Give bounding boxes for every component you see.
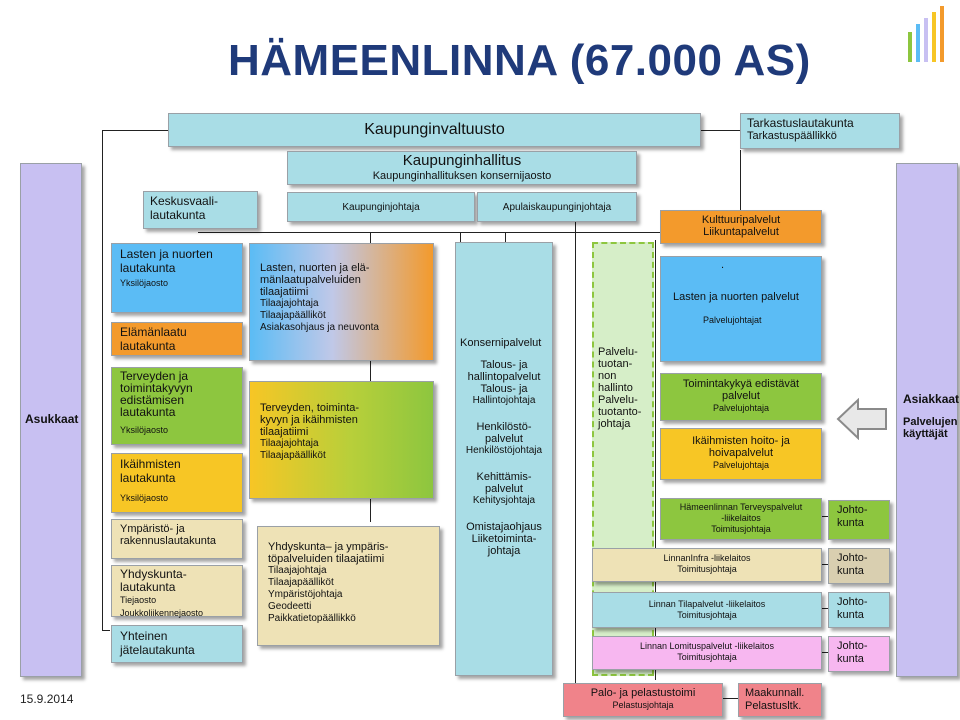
group-service-line: hallintopalvelut — [467, 371, 541, 383]
children-team-line: Lasten, nuorten ja elä- — [260, 262, 370, 274]
deputy-mayor-label: Apulaiskaupunginjohtaja — [502, 202, 612, 213]
children-committee-box — [111, 243, 243, 313]
connector — [102, 630, 110, 631]
production-line: Palvelu- — [598, 394, 638, 406]
audit-manager-label: Tarkastuspäällikkö — [747, 130, 837, 142]
production-line: non — [598, 370, 617, 382]
city-board-label: Kaupunginhallitus — [402, 152, 522, 169]
health-team-line: tilaajatiimi — [260, 426, 309, 438]
children-team-line: Asiakasohjaus ja neuvonta — [260, 322, 379, 333]
health-committee-box — [111, 367, 243, 445]
children-committee-label: Lasten ja nuorten lautakunta — [120, 247, 213, 275]
connector — [505, 232, 506, 242]
community-committee-label: Yhdyskunta-lautakunta — [120, 567, 187, 594]
connector — [460, 232, 461, 242]
connector — [102, 130, 170, 131]
ability-services-director: Palvelujohtaja — [712, 403, 770, 413]
board-label: Johto- — [837, 552, 868, 564]
elderly-section-label: Yksilöjaosto — [120, 493, 169, 503]
catering-enterprise-box — [592, 636, 822, 670]
customers-label: Asiakkaat — [903, 392, 960, 406]
connector — [700, 130, 740, 131]
elderly-care-label: hoivapalvelut — [708, 447, 774, 459]
rescue-label: Palo- ja pelastustoimi — [590, 687, 696, 699]
production-line: Palvelu- — [598, 346, 638, 358]
ability-services-label: palvelut — [722, 390, 760, 402]
board-box-premises — [828, 592, 890, 628]
community-team-line: Ympäristöjohtaja — [268, 589, 343, 600]
page-title: HÄMEENLINNA (67.000 AS) — [228, 36, 811, 85]
board-label: kunta — [837, 565, 864, 577]
residents-bar — [20, 163, 82, 677]
health-enterprise-box — [660, 498, 822, 540]
rescue-director: Pelastusjohtaja — [612, 700, 674, 710]
city-board-box — [287, 151, 637, 185]
culture-sports-box — [660, 210, 822, 244]
regional-rescue-label: Pelastusltk. — [745, 700, 802, 712]
rescue-box — [563, 683, 723, 717]
environment-committee-box — [111, 519, 243, 559]
ability-services-label: Toimintakykyä edistävät — [682, 378, 800, 390]
catering-enterprise-label: Linnan Lomituspalvelut -liikelaitos — [639, 641, 775, 651]
children-team-line: mänlaatupalveluiden — [260, 274, 361, 286]
board-label: Johto- — [837, 640, 868, 652]
elderly-committee-box — [111, 453, 243, 513]
infra-enterprise-label: LinnanInfra -liikelaitos — [663, 553, 751, 563]
children-team-line: Tilaajapäälliköt — [260, 310, 326, 321]
children-team-line: tilaajatiimi — [260, 286, 309, 298]
connector — [740, 150, 741, 210]
elderly-care-director: Palvelujohtaja — [712, 460, 770, 470]
children-services-label: Lasten ja nuorten palvelut — [673, 291, 799, 303]
board-label: kunta — [837, 653, 864, 665]
board-box-infra — [828, 548, 890, 584]
elderly-committee-label: Ikäihmisten lautakunta — [120, 457, 181, 485]
connector — [102, 130, 103, 630]
community-team-line: Geodeetti — [268, 601, 312, 612]
group-service-line: johtaja — [487, 545, 521, 557]
catering-enterprise-ceo: Toimitusjohtaja — [677, 652, 737, 662]
health-committee-label: Terveyden ja toimintakyvyn edistämisen lautakunta — [120, 369, 193, 419]
production-line: tuotan- — [598, 358, 633, 370]
children-client-team-box — [249, 243, 434, 361]
group-service-line: Omistajaohjaus — [466, 521, 542, 533]
culture-label: Kulttuuripalvelut — [701, 214, 781, 226]
mayor-box — [287, 192, 475, 222]
premises-enterprise-ceo: Toimitusjohtaja — [677, 610, 737, 620]
residents-label: Asukkaat — [25, 412, 79, 426]
premises-enterprise-label: Linnan Tilapalvelut -liikelaitos — [648, 599, 766, 609]
election-committee-label: Keskusvaali-lautakunta — [150, 194, 219, 222]
board-box-catering — [828, 636, 890, 672]
group-services-title: Konsernipalvelut — [460, 337, 542, 349]
board-label: Johto- — [837, 596, 868, 608]
regional-rescue-label: Maakunnall. — [745, 687, 805, 699]
waste-committee-box — [111, 625, 243, 663]
health-enterprise-ceo: Toimitusjohtaja — [711, 524, 771, 534]
regional-rescue-box — [738, 683, 822, 717]
production-line: hallinto — [598, 382, 633, 394]
group-service-line: Kehitysjohtaja — [472, 495, 536, 506]
community-team-line: Tilaajajohtaja — [268, 565, 327, 576]
connector — [575, 222, 576, 684]
connector — [722, 698, 738, 699]
elderly-care-box — [660, 428, 822, 480]
community-team-line: Tilaajapäälliköt — [268, 577, 334, 588]
health-enterprise-label: -liikelaitos — [721, 513, 761, 523]
community-client-team-box — [257, 526, 440, 646]
deputy-mayor-box — [477, 192, 637, 222]
customers-bar — [896, 163, 958, 677]
health-enterprise-label: Hämeenlinnan Terveyspalvelut — [679, 502, 803, 512]
community-team-line: Yhdyskunta– ja ympäris- — [268, 541, 389, 553]
mayor-label: Kaupunginjohtaja — [342, 202, 420, 213]
sports-label: Liikuntapalvelut — [703, 226, 779, 238]
community-team-line: töpalveluiden tilaajatiimi — [268, 553, 385, 565]
group-service-line: Talous- ja — [480, 359, 528, 371]
group-section-label: Kaupunginhallituksen konsernijaosto — [372, 170, 552, 182]
premises-enterprise-box — [592, 592, 822, 628]
group-service-line: Kehittämis- — [476, 471, 532, 483]
group-service-line: Hallintojohtaja — [472, 395, 536, 406]
audit-committee-label: Tarkastuslautakunta — [747, 116, 854, 130]
elderly-care-label: Ikäihmisten hoito- ja — [692, 435, 790, 447]
ability-services-box — [660, 373, 822, 421]
health-team-line: Tilaajajohtaja — [260, 438, 319, 449]
group-service-line: Henkilöstöjohtaja — [465, 445, 543, 456]
transport-section-label: Joukkoliikennejaosto — [120, 608, 204, 618]
group-service-line: Liiketoiminta- — [471, 533, 537, 545]
group-services-box — [455, 242, 553, 676]
group-service-line: palvelut — [485, 483, 523, 495]
group-service-line: Talous- ja — [480, 383, 528, 395]
health-section-label: Yksilöjaosto — [120, 425, 169, 435]
infra-enterprise-ceo: Toimitusjohtaja — [677, 564, 737, 574]
children-team-line: Tilaajajohtaja — [260, 298, 319, 309]
arrow-left-icon — [836, 398, 888, 440]
production-line: johtaja — [598, 418, 631, 430]
city-logo — [904, 4, 952, 64]
health-client-team-box — [249, 381, 434, 499]
community-team-line: Paikkatietopäällikkö — [268, 613, 356, 624]
children-services-directors: Palvelujohtajat — [703, 315, 762, 325]
waste-committee-label: Yhteinen jätelautakunta — [120, 629, 195, 657]
health-team-line: Terveyden, toiminta- — [260, 402, 360, 414]
children-services-box — [660, 256, 822, 362]
children-services-dot: . — [721, 259, 725, 271]
group-service-line: palvelut — [485, 433, 523, 445]
life-quality-committee-label: Elämänlaatu lautakunta — [120, 325, 187, 353]
board-label: Johto- — [837, 504, 868, 516]
city-council-label: Kaupunginvaltuusto — [364, 121, 505, 138]
date-label: 15.9.2014 — [20, 692, 74, 706]
health-team-line: Tilaajapäälliköt — [260, 450, 326, 461]
infra-enterprise-box — [592, 548, 822, 582]
board-label: kunta — [837, 609, 864, 621]
election-committee-box — [143, 191, 258, 229]
road-section-label: Tiejaosto — [120, 595, 157, 605]
environment-committee-label: Ympäristö- ja rakennuslautakunta — [120, 523, 217, 547]
city-council-box — [168, 113, 701, 147]
customers-sub: Palvelujen käyttäjät — [903, 416, 958, 440]
health-team-line: kyvyn ja ikäihmisten — [260, 414, 358, 426]
life-quality-committee-box — [111, 322, 243, 356]
board-box-health — [828, 500, 890, 540]
audit-committee-box — [740, 113, 900, 149]
production-line: tuotanto- — [598, 406, 642, 418]
board-label: kunta — [837, 517, 864, 529]
community-committee-box — [111, 565, 243, 617]
children-section-label: Yksilöjaosto — [120, 278, 169, 288]
group-service-line: Henkilöstö- — [476, 421, 532, 433]
